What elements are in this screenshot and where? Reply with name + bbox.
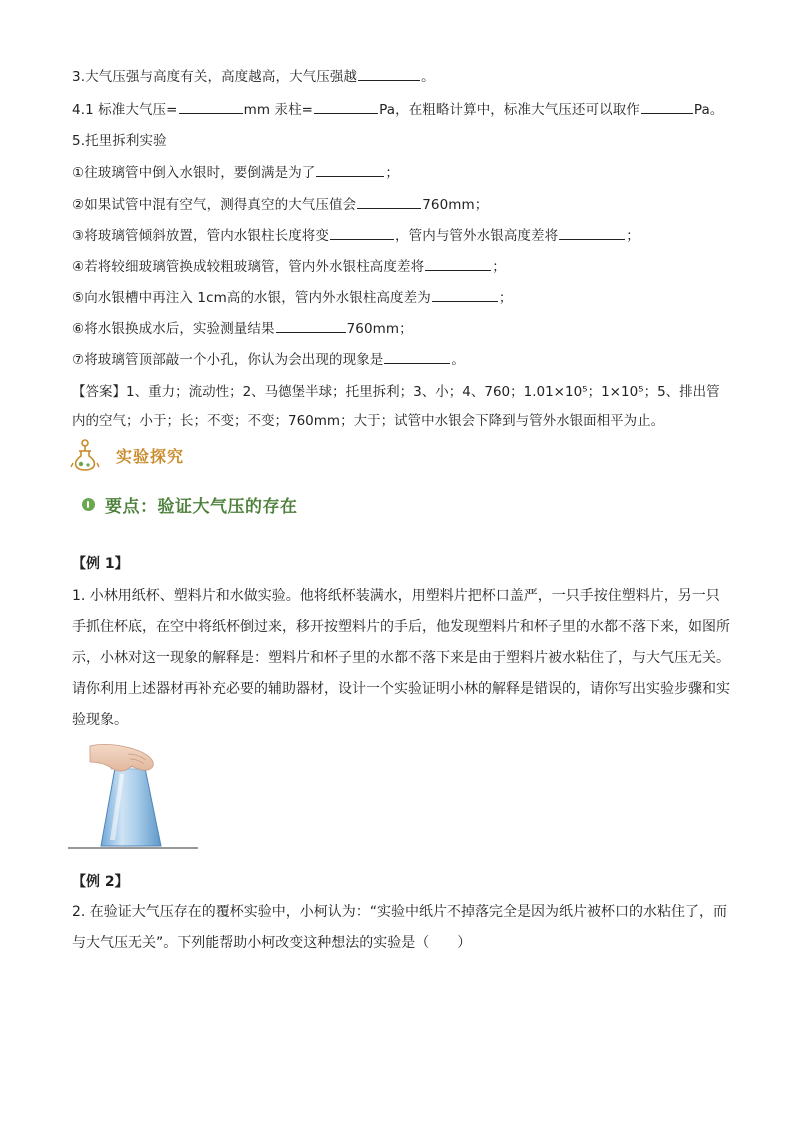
example-2-question: 2. 在验证大气压存在的覆杯实验中，小柯认为：“实验中纸片不掉落完全是因为纸片被杯口的水粘住了，而与大气压无关”。下列能帮助小柯改变这种想法的实验是（ ）: [72, 904, 728, 951]
sub-item-7: [72, 349, 465, 370]
section-header: [70, 437, 184, 473]
sub-item-1-text: ①往玻璃管中倒入水银时，要倒满是为了: [72, 165, 316, 181]
answer-blank[interactable]: [384, 349, 450, 364]
item-4-text-3: Pa，在粗略计算中，标准大气压还可以取作: [379, 102, 640, 118]
answer-blank[interactable]: [641, 99, 693, 114]
item-4-text-4: Pa。: [693, 102, 724, 118]
answer-blank[interactable]: [179, 99, 243, 114]
answer-blank[interactable]: [330, 225, 394, 240]
sub-item-5-end: ；: [498, 290, 513, 306]
answer-blank[interactable]: [314, 99, 378, 114]
sub-item-7-text: ⑦将玻璃管顶部敲一个小孔，你认为会出现的现象是: [72, 352, 384, 368]
sub-item-5: [72, 287, 512, 308]
inverted-cup-figure: [68, 740, 198, 852]
answer-line-2: [72, 411, 664, 431]
sub-item-2: [72, 194, 488, 215]
answer-text-2: 内的空气；小于；长；不变；不变；760mm；大于；试管中水银会下降到与管外水银面相平为止。: [72, 413, 665, 429]
sub-item-1-end: ；: [385, 165, 400, 181]
answer-blank[interactable]: [425, 256, 491, 271]
answer-blank[interactable]: [358, 66, 420, 81]
keypoint-bullet-icon: [82, 498, 95, 511]
sub-item-4-end: ；: [492, 259, 506, 275]
sub-item-1: [72, 162, 399, 183]
sub-item-5-text: ⑤向水银槽中再注入 1cm高的水银，管内外水银柱高度差为: [72, 290, 431, 306]
keypoint-heading: [82, 492, 298, 517]
fill-in-item-3: [72, 66, 435, 87]
answer-blank[interactable]: [559, 225, 625, 240]
item-4-text-2: mm 汞柱=: [243, 102, 314, 118]
item-3-end: 。: [421, 69, 435, 85]
lab-flask-icon: [70, 439, 100, 471]
answer-blank[interactable]: [432, 287, 498, 302]
sub-item-3-end: ；: [626, 228, 640, 244]
answer-blank[interactable]: [276, 318, 346, 333]
sub-item-6: [72, 318, 413, 339]
answer-blank[interactable]: [316, 162, 384, 177]
sub-item-6-text: ⑥将水银换成水后，实验测量结果: [72, 321, 275, 337]
item-5-title: 5.托里拆利实验: [72, 133, 167, 149]
item-4-text-1: 4.1 标准大气压=: [72, 102, 178, 118]
sub-item-2-text: ②如果试管中混有空气，测得真空的大气压值会: [72, 197, 357, 213]
fill-in-item-4: [72, 99, 724, 120]
answer-line-1: [72, 382, 720, 402]
sub-item-3-text: ③将玻璃管倾斜放置，管内水银柱长度将变: [72, 228, 330, 244]
sub-item-3: [72, 225, 640, 246]
keypoint-text: 要点：验证大气压的存在: [105, 497, 298, 517]
sub-item-2-end: 760mm；: [422, 197, 489, 213]
answer-text-1: 1、重力；流动性；2、马德堡半球；托里拆利；3、小；4、760；1.01×10⁵；1×10⁵；5、排出管: [126, 384, 720, 400]
example-1-question: 1. 小林用纸杯、塑料片和水做实验。他将纸杯装满水，用塑料片把杯口盖严，一只手按住塑料片，另一只手抓住杯底，在空中将纸杯倒过来，移开按塑料片的手后，他发现塑料片和杯子里的水都不落下来，如图所示，小林对这一现象的解释是：塑料片和杯子里的水都不落下来是由于塑料片被水粘住了，与大气压无关。请你利用上述器材再补充必要的辅助器材，设计一个实验证明小林的解释是错误的，请你写出实验步骤和实验现象。: [72, 588, 730, 728]
example-2-label: 【例 2】: [72, 874, 129, 890]
sub-item-3-mid: ，管内与管外水银高度差将: [395, 228, 559, 244]
sub-item-4-text: ④若将较细玻璃管换成较粗玻璃管，管内外水银柱高度差将: [72, 259, 425, 275]
sub-item-4: [72, 256, 506, 277]
item-3-text: 3.大气压强与高度有关，高度越高，大气压强越: [72, 69, 358, 85]
section-title: 实验探究: [116, 446, 185, 466]
answer-label: 【答案】: [72, 384, 126, 400]
sub-item-6-end: 760mm；: [346, 321, 413, 337]
sub-item-7-end: 。: [451, 352, 466, 368]
example-1-label: 【例 1】: [72, 556, 129, 572]
answer-blank[interactable]: [357, 194, 421, 209]
